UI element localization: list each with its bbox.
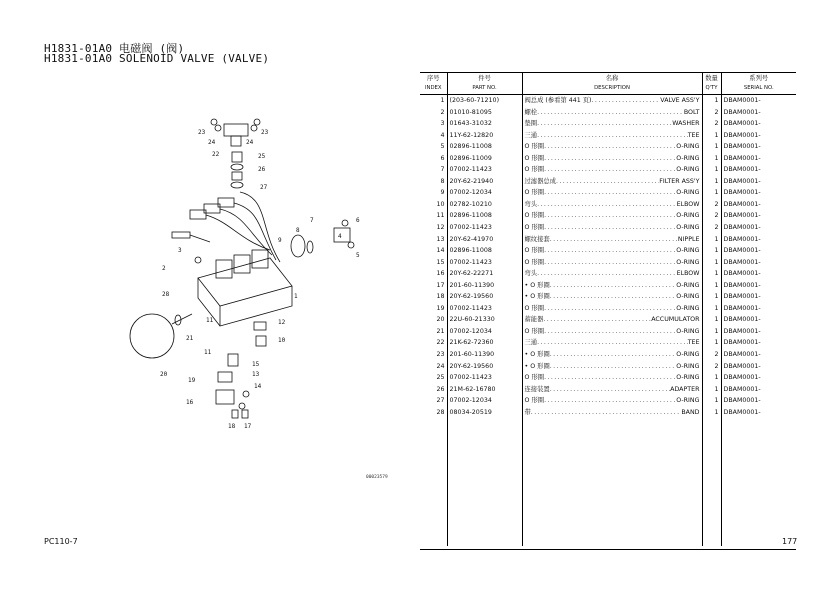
cell-serial: DBAM0001- bbox=[721, 395, 796, 407]
cell-description: O 形圈 ..... O-RING bbox=[522, 395, 702, 407]
cell-index: 10 bbox=[436, 200, 445, 208]
cell-part-no: 07002-11423 bbox=[447, 222, 522, 234]
cell-serial: DBAM0001- bbox=[721, 268, 796, 280]
cell-description: 蓄能器 ..... ACCUMULATOR bbox=[522, 314, 702, 326]
cell-index: 2 bbox=[440, 108, 445, 116]
cell-description: 过滤器总成 ..... FILTER ASS'Y bbox=[522, 176, 702, 188]
cell-part-no: 20Y-62-19560 bbox=[447, 291, 522, 303]
cell-description: O 形圈 ..... O-RING bbox=[522, 153, 702, 165]
cell-serial: DBAM0001- bbox=[721, 130, 796, 142]
table-row bbox=[420, 361, 796, 373]
cell-serial: DBAM0001- bbox=[721, 222, 796, 234]
col-description: 名称 DESCRIPTION bbox=[522, 73, 702, 95]
cell-part-no: 08034-20519 bbox=[447, 407, 522, 419]
table-row bbox=[420, 153, 796, 165]
table-filler-row bbox=[420, 418, 796, 546]
cell-index: 15 bbox=[436, 258, 445, 266]
cell-index: 24 bbox=[436, 362, 445, 370]
cell-qty: 2 bbox=[702, 210, 721, 222]
cell-description: 三通 ..... TEE bbox=[522, 130, 702, 142]
page-number: 177 bbox=[782, 537, 798, 546]
cell-serial: DBAM0001- bbox=[721, 141, 796, 153]
cell-serial: DBAM0001- bbox=[721, 95, 796, 107]
cell-description: 螺栓 ..... BOLT bbox=[522, 107, 702, 119]
cell-index: 3 bbox=[440, 120, 445, 128]
callout: 1 bbox=[294, 293, 298, 300]
table-row bbox=[420, 280, 796, 292]
cell-serial: DBAM0001- bbox=[721, 107, 796, 119]
cell-qty: 1 bbox=[702, 291, 721, 303]
callout: 25 bbox=[258, 153, 266, 160]
callout: 13 bbox=[252, 371, 260, 378]
callout: 6 bbox=[356, 217, 360, 224]
cell-serial: DBAM0001- bbox=[721, 164, 796, 176]
cell-description: O 形圈 ..... O-RING bbox=[522, 303, 702, 315]
cell-qty: 1 bbox=[702, 176, 721, 188]
cell-serial: DBAM0001- bbox=[721, 407, 796, 419]
cell-serial: DBAM0001- bbox=[721, 291, 796, 303]
callout: 23 bbox=[261, 129, 269, 136]
cell-qty: 1 bbox=[702, 395, 721, 407]
cell-qty: 1 bbox=[702, 164, 721, 176]
callout: 16 bbox=[186, 399, 194, 406]
table-row bbox=[420, 407, 796, 419]
cell-part-no: 20Y-62-21940 bbox=[447, 176, 522, 188]
cell-index: 12 bbox=[436, 224, 445, 232]
cell-part-no: 07002-11423 bbox=[447, 257, 522, 269]
cell-qty: 2 bbox=[702, 118, 721, 130]
cell-part-no: 201-60-11390 bbox=[447, 280, 522, 292]
cell-part-no: 21K-62-72360 bbox=[447, 337, 522, 349]
cell-description: O 形圈 ..... O-RING bbox=[522, 326, 702, 338]
cell-qty: 1 bbox=[702, 372, 721, 384]
cell-part-no: 02896-11008 bbox=[447, 245, 522, 257]
cell-description: • O 形圈 ..... O-RING bbox=[522, 349, 702, 361]
cell-index: 16 bbox=[436, 270, 445, 278]
callout: 9 bbox=[278, 237, 282, 244]
callout: 24 bbox=[208, 139, 216, 146]
cell-serial: DBAM0001- bbox=[721, 326, 796, 338]
cell-qty: 2 bbox=[702, 361, 721, 373]
cell-index: 4 bbox=[440, 131, 445, 139]
callout: 27 bbox=[260, 184, 268, 191]
cell-qty: 1 bbox=[702, 303, 721, 315]
cell-part-no: 01010-81095 bbox=[447, 107, 522, 119]
col-part-no: 件号 PART NO. bbox=[447, 73, 522, 95]
cell-index: 13 bbox=[436, 235, 445, 243]
cell-part-no: 02896-11009 bbox=[447, 153, 522, 165]
cell-qty: 2 bbox=[702, 222, 721, 234]
cell-qty: 2 bbox=[702, 199, 721, 211]
cell-qty: 1 bbox=[702, 280, 721, 292]
table-header-row bbox=[420, 73, 796, 95]
cell-description: 弯头 ..... ELBOW bbox=[522, 199, 702, 211]
cell-description: O 形圈 ..... O-RING bbox=[522, 164, 702, 176]
cell-description: O 形圈 ..... O-RING bbox=[522, 257, 702, 269]
callout: 24 bbox=[246, 139, 254, 146]
table-row bbox=[420, 234, 796, 246]
cell-index: 27 bbox=[436, 397, 445, 405]
callout: 3 bbox=[178, 247, 182, 254]
cell-part-no: 02896-11008 bbox=[447, 141, 522, 153]
callout: 8 bbox=[296, 227, 300, 234]
model-name: PC110-7 bbox=[44, 537, 78, 546]
cell-description: O 形圈 ..... O-RING bbox=[522, 245, 702, 257]
cell-part-no: 02896-11008 bbox=[447, 210, 522, 222]
cell-index: 7 bbox=[440, 166, 445, 174]
cell-index: 6 bbox=[440, 154, 445, 162]
cell-index: 21 bbox=[436, 327, 445, 335]
cell-part-no: 201-60-11390 bbox=[447, 349, 522, 361]
tee-fitting-top bbox=[224, 124, 248, 136]
cell-serial: DBAM0001- bbox=[721, 199, 796, 211]
cell-qty: 1 bbox=[702, 314, 721, 326]
table-row bbox=[420, 176, 796, 188]
callout: 19 bbox=[188, 377, 196, 384]
cell-serial: DBAM0001- bbox=[721, 245, 796, 257]
callout: 15 bbox=[252, 361, 260, 368]
cell-description: O 形圈 ..... O-RING bbox=[522, 222, 702, 234]
table-row bbox=[420, 257, 796, 269]
cell-qty: 1 bbox=[702, 257, 721, 269]
cell-part-no: (203-60-71210) bbox=[447, 95, 522, 107]
callout: 28 bbox=[162, 291, 170, 298]
cell-qty: 1 bbox=[702, 130, 721, 142]
cell-description: 阀总成 (参看第 441 页) ..... VALVE ASS'Y bbox=[522, 95, 702, 107]
cell-index: 20 bbox=[436, 316, 445, 324]
cell-qty: 1 bbox=[702, 141, 721, 153]
cell-qty: 1 bbox=[702, 95, 721, 107]
cell-serial: DBAM0001- bbox=[721, 349, 796, 361]
table-row bbox=[420, 291, 796, 303]
table-row bbox=[420, 303, 796, 315]
cell-index: 9 bbox=[440, 189, 445, 197]
cell-serial: DBAM0001- bbox=[721, 187, 796, 199]
table-row bbox=[420, 372, 796, 384]
cell-serial: DBAM0001- bbox=[721, 361, 796, 373]
cell-serial: DBAM0001- bbox=[721, 280, 796, 292]
cell-part-no: 07002-11423 bbox=[447, 303, 522, 315]
table-row bbox=[420, 268, 796, 280]
cell-qty: 1 bbox=[702, 234, 721, 246]
cell-index: 14 bbox=[436, 247, 445, 255]
callout: 4 bbox=[338, 233, 342, 240]
cell-part-no: 07002-11423 bbox=[447, 164, 522, 176]
table-row bbox=[420, 107, 796, 119]
table-row bbox=[420, 326, 796, 338]
table-row bbox=[420, 245, 796, 257]
cell-index: 23 bbox=[436, 351, 445, 359]
cell-serial: DBAM0001- bbox=[721, 303, 796, 315]
cell-part-no: 20Y-62-41970 bbox=[447, 234, 522, 246]
cell-serial: DBAM0001- bbox=[721, 372, 796, 384]
callout: 11 bbox=[204, 349, 212, 356]
cell-part-no: 07002-12034 bbox=[447, 187, 522, 199]
cell-serial: DBAM0001- bbox=[721, 210, 796, 222]
table-row bbox=[420, 199, 796, 211]
callout: 2 bbox=[162, 265, 166, 272]
cell-index: 26 bbox=[436, 385, 445, 393]
cell-description: 垫圈 ..... WASHER bbox=[522, 118, 702, 130]
cell-part-no: 01643-31032 bbox=[447, 118, 522, 130]
cell-index: 5 bbox=[440, 143, 445, 151]
cell-description: • O 形圈 ..... O-RING bbox=[522, 361, 702, 373]
callout: 22 bbox=[212, 151, 220, 158]
cell-qty: 1 bbox=[702, 268, 721, 280]
cell-part-no: 07002-12034 bbox=[447, 326, 522, 338]
callout: 5 bbox=[356, 252, 360, 259]
cell-description: 三通 ..... TEE bbox=[522, 337, 702, 349]
table-row bbox=[420, 130, 796, 142]
cell-index: 28 bbox=[436, 408, 445, 416]
cell-index: 8 bbox=[440, 177, 445, 185]
cell-index: 19 bbox=[436, 304, 445, 312]
cell-description: O 形圈 ..... O-RING bbox=[522, 187, 702, 199]
cell-index: 25 bbox=[436, 374, 445, 382]
cell-description: O 形圈 ..... O-RING bbox=[522, 141, 702, 153]
cell-qty: 1 bbox=[702, 384, 721, 396]
cell-description: 螺纹接套 ..... NIPPLE bbox=[522, 234, 702, 246]
callout: 26 bbox=[258, 166, 266, 173]
cell-serial: DBAM0001- bbox=[721, 118, 796, 130]
figure-id: 00023579 bbox=[366, 475, 388, 480]
filter-assy bbox=[291, 235, 305, 257]
cell-description: 弯头 ..... ELBOW bbox=[522, 268, 702, 280]
parts-list-table bbox=[420, 72, 796, 550]
page-title-cn: H1831-01A0 电磁阀 (阀) bbox=[44, 42, 185, 55]
cell-part-no: 07002-11423 bbox=[447, 372, 522, 384]
callout: 20 bbox=[160, 371, 168, 378]
table-row bbox=[420, 384, 796, 396]
cell-serial: DBAM0001- bbox=[721, 234, 796, 246]
table-row bbox=[420, 187, 796, 199]
col-serial: 系列号 SERIAL NO. bbox=[721, 73, 796, 95]
callout: 7 bbox=[310, 217, 314, 224]
cell-qty: 1 bbox=[702, 187, 721, 199]
accumulator bbox=[130, 314, 174, 358]
table-row bbox=[420, 95, 796, 107]
cell-part-no: 20Y-62-22271 bbox=[447, 268, 522, 280]
table-row bbox=[420, 222, 796, 234]
callout: 11 bbox=[206, 317, 214, 324]
cell-description: • O 形圈 ..... O-RING bbox=[522, 280, 702, 292]
cell-index: 1 bbox=[440, 97, 445, 104]
cell-qty: 1 bbox=[702, 326, 721, 338]
cell-qty: 1 bbox=[702, 337, 721, 349]
cell-qty: 2 bbox=[702, 107, 721, 119]
table-row bbox=[420, 314, 796, 326]
callout: 23 bbox=[198, 129, 206, 136]
cell-index: 11 bbox=[436, 212, 445, 220]
table-row bbox=[420, 337, 796, 349]
cell-index: 17 bbox=[436, 281, 445, 289]
callout: 14 bbox=[254, 383, 262, 390]
cell-description: O 形圈 ..... O-RING bbox=[522, 372, 702, 384]
cell-qty: 1 bbox=[702, 245, 721, 257]
table-row bbox=[420, 141, 796, 153]
cell-description: 连接装置 ..... ADAPTER bbox=[522, 384, 702, 396]
callout: 17 bbox=[244, 423, 252, 430]
cell-description: O 形圈 ..... O-RING bbox=[522, 210, 702, 222]
cell-qty: 1 bbox=[702, 407, 721, 419]
callout: 18 bbox=[228, 423, 236, 430]
cell-index: 18 bbox=[436, 293, 445, 301]
cell-serial: DBAM0001- bbox=[721, 176, 796, 188]
cell-part-no: 07002-12034 bbox=[447, 395, 522, 407]
cell-description: 带 ..... BAND bbox=[522, 407, 702, 419]
cell-part-no: 02782-10210 bbox=[447, 199, 522, 211]
col-index: 序号 INDEX bbox=[420, 73, 447, 95]
cell-part-no: 21M-62-16780 bbox=[447, 384, 522, 396]
callout: 12 bbox=[278, 319, 286, 326]
elbow-fitting bbox=[216, 390, 234, 404]
cell-serial: DBAM0001- bbox=[721, 257, 796, 269]
cell-serial: DBAM0001- bbox=[721, 314, 796, 326]
callout: 21 bbox=[186, 335, 194, 342]
table-row bbox=[420, 118, 796, 130]
valve-body bbox=[198, 258, 292, 306]
table-row bbox=[420, 164, 796, 176]
cell-part-no: 20Y-62-19560 bbox=[447, 361, 522, 373]
table-row bbox=[420, 395, 796, 407]
exploded-parts-diagram bbox=[120, 110, 390, 440]
table-row bbox=[420, 210, 796, 222]
cell-qty: 2 bbox=[702, 349, 721, 361]
callout: 10 bbox=[278, 337, 286, 344]
table-row bbox=[420, 349, 796, 361]
cell-description: • O 形圈 ..... O-RING bbox=[522, 291, 702, 303]
cell-part-no: 11Y-62-12820 bbox=[447, 130, 522, 142]
cell-serial: DBAM0001- bbox=[721, 384, 796, 396]
cell-serial: DBAM0001- bbox=[721, 153, 796, 165]
page-title-en: H1831-01A0 SOLENOID VALVE (VALVE) bbox=[44, 52, 270, 65]
cell-index: 22 bbox=[436, 339, 445, 347]
cell-serial: DBAM0001- bbox=[721, 337, 796, 349]
col-qty: 数量 Q'TY bbox=[702, 73, 721, 95]
cell-qty: 1 bbox=[702, 153, 721, 165]
cell-part-no: 22U-60-21330 bbox=[447, 314, 522, 326]
